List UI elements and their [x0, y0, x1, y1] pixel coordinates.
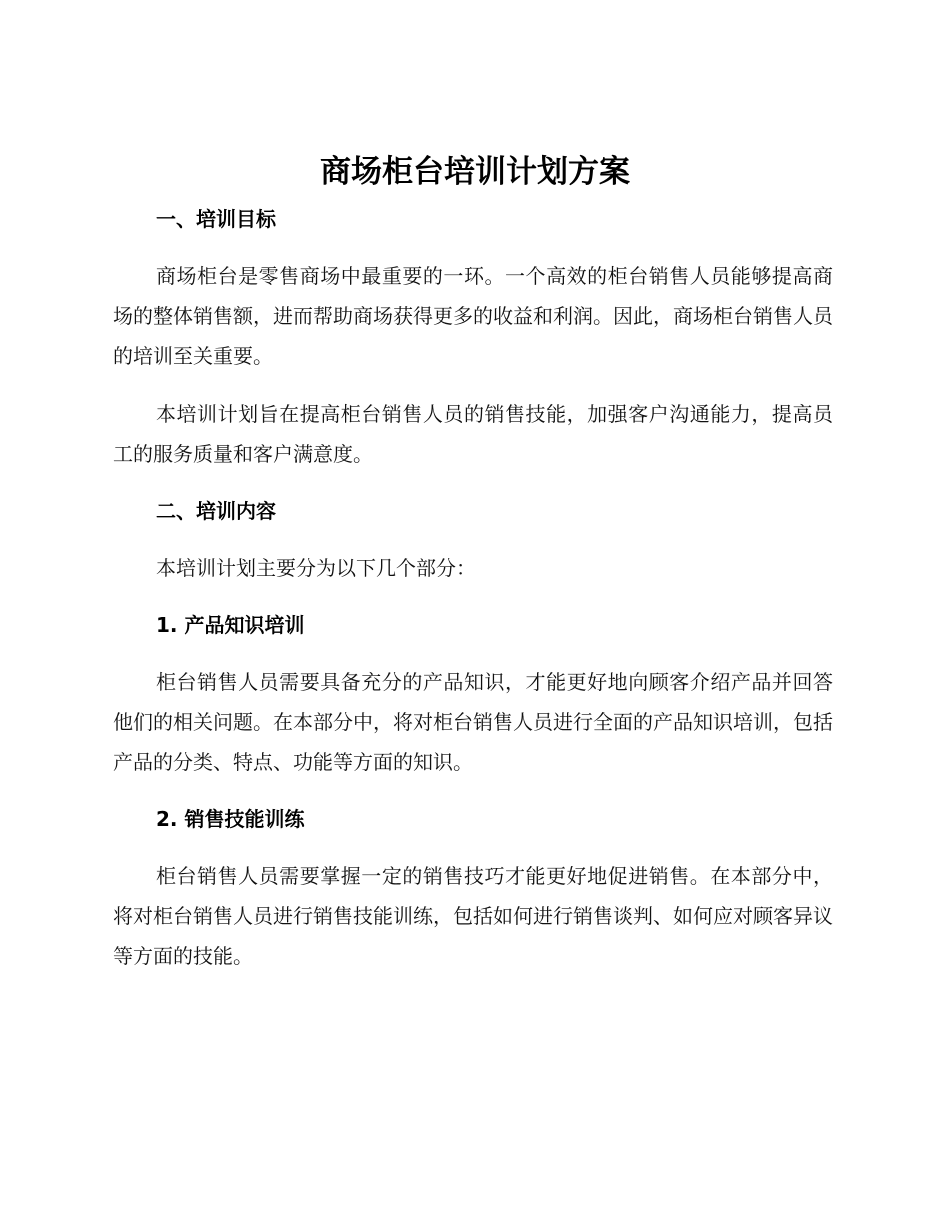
paragraph-goals-2: 本培训计划旨在提高柜台销售人员的销售技能，加强客户沟通能力，提高员工的服务质量和客户满意度。 — [113, 402, 833, 466]
subheading-product-knowledge: 1. 产品知识培训 — [156, 613, 305, 637]
paragraph-product-knowledge: 柜台销售人员需要具备充分的产品知识，才能更好地向顾客介绍产品并回答他们的相关问题。在本部分中，将对柜台销售人员进行全面的产品知识培训，包括产品的分类、特点、功能等方面的知识。 — [113, 670, 833, 774]
subheading-sales-skills: 2. 销售技能训练 — [156, 807, 305, 831]
document-title: 商场柜台培训计划方案 — [320, 154, 630, 190]
section-heading-goals: 一、培训目标 — [156, 207, 276, 231]
paragraph-content-intro: 本培训计划主要分为以下几个部分： — [156, 556, 476, 580]
paragraph-sales-skills: 柜台销售人员需要掌握一定的销售技巧才能更好地促进销售。在本部分中，将对柜台销售人员进行销售技能训练，包括如何进行销售谈判、如何应对顾客异议等方面的技能。 — [113, 864, 833, 968]
section-heading-content: 二、培训内容 — [156, 499, 276, 523]
document-body — [113, 202, 833, 976]
paragraph-goals-1: 商场柜台是零售商场中最重要的一环。一个高效的柜台销售人员能够提高商场的整体销售额，进而帮助商场获得更多的收益和利润。因此，商场柜台销售人员的培训至关重要。 — [113, 264, 833, 368]
